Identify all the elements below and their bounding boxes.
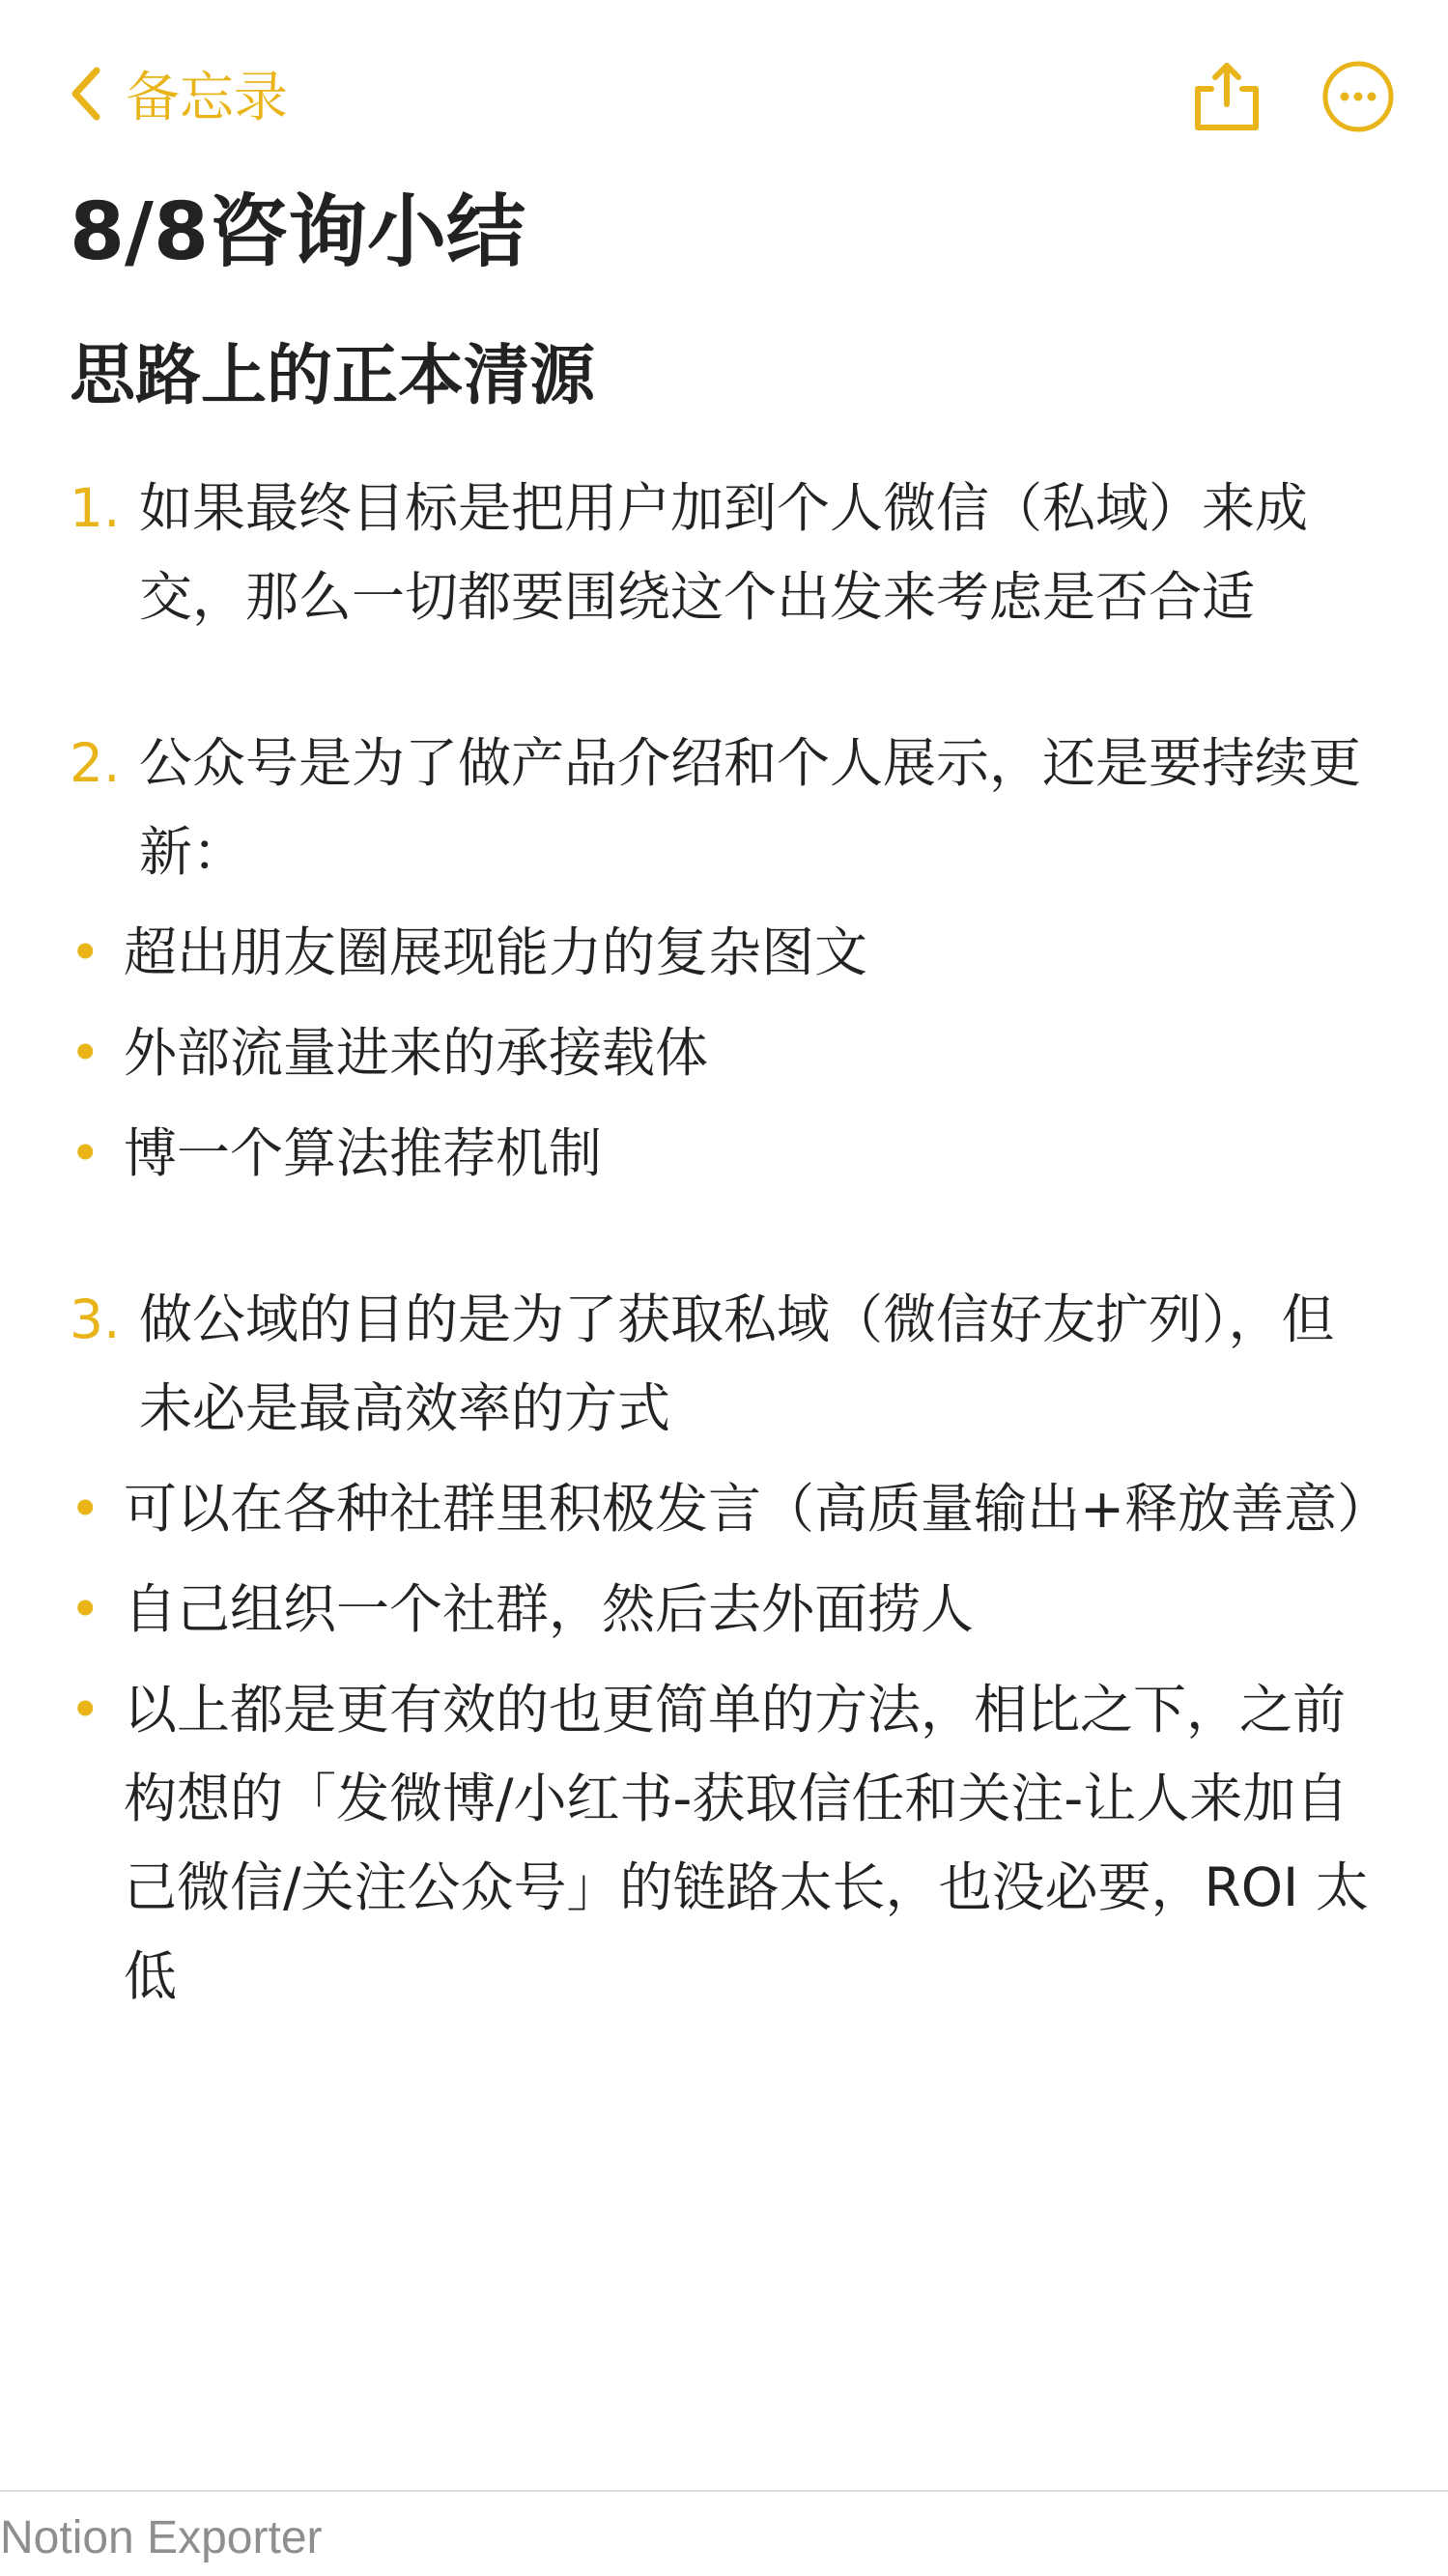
bullet-dot-icon: • [70, 1478, 101, 1540]
bullet-item [70, 1109, 1383, 1198]
note-title: 8/8咨询小结 [70, 186, 526, 278]
navigation-bar [0, 0, 1448, 193]
share-icon[interactable] [1190, 60, 1263, 133]
section-heading: 思路上的正本清源 [70, 338, 596, 414]
bullet-text: 博一个算法推荐机制 [124, 1122, 603, 1184]
bullet-text: 外部流量进来的承接载体 [124, 1022, 709, 1084]
bullet-dot-icon: • [70, 1578, 101, 1640]
footer [0, 2490, 1448, 2563]
bullet-item [70, 1008, 1383, 1097]
back-label: 备忘录 [126, 67, 288, 129]
bullet-item [70, 1565, 1383, 1654]
bullet-dot-icon: • [70, 1679, 101, 1741]
bullet-text: 超出朋友圈展现能力的复杂图文 [124, 921, 868, 983]
note-body[interactable] [70, 324, 1391, 2021]
item-text: 公众号是为了做产品介绍和个人展示，还是要持续更新： [139, 732, 1362, 883]
bullet-dot-icon: • [70, 1122, 101, 1184]
chevron-left-icon [68, 65, 102, 123]
bullet-item [70, 908, 1383, 997]
item-number: 1. [70, 477, 121, 539]
bullet-text: 可以在各种社群里积极发言（高质量输出+释放善意） [124, 1478, 1391, 1540]
bullet-item [70, 1464, 1391, 1553]
item-number: 3. [70, 1288, 121, 1350]
bullet-text: 以上都是更有效的也更简单的方法，相比之下，之前构想的「发微博/小红书-获取信任和关注-让人来加自己微信/关注公众号」的链路太长，也没必要，ROI 太低 [124, 1679, 1369, 2007]
bullet-item [70, 1665, 1383, 2021]
back-button[interactable] [68, 60, 288, 127]
numbered-item-3 [70, 1275, 1383, 1453]
item-number: 2. [70, 732, 121, 794]
bullet-text: 自己组织一个社群，然后去外面捞人 [124, 1578, 975, 1640]
item-text: 如果最终目标是把用户加到个人微信（私域）来成交，那么一切都要围绕这个出发来考虑是否合适 [139, 477, 1309, 628]
numbered-item-1 [70, 464, 1383, 641]
item-text: 做公域的目的是为了获取私域（微信好友扩列），但未必是最高效率的方式 [139, 1288, 1335, 1439]
more-options-icon[interactable] [1321, 60, 1395, 133]
bullet-dot-icon: • [70, 1022, 101, 1084]
numbered-item-2 [70, 719, 1383, 896]
footer-label: Notion Exporter [0, 2512, 323, 2563]
bullet-dot-icon: • [70, 921, 101, 983]
